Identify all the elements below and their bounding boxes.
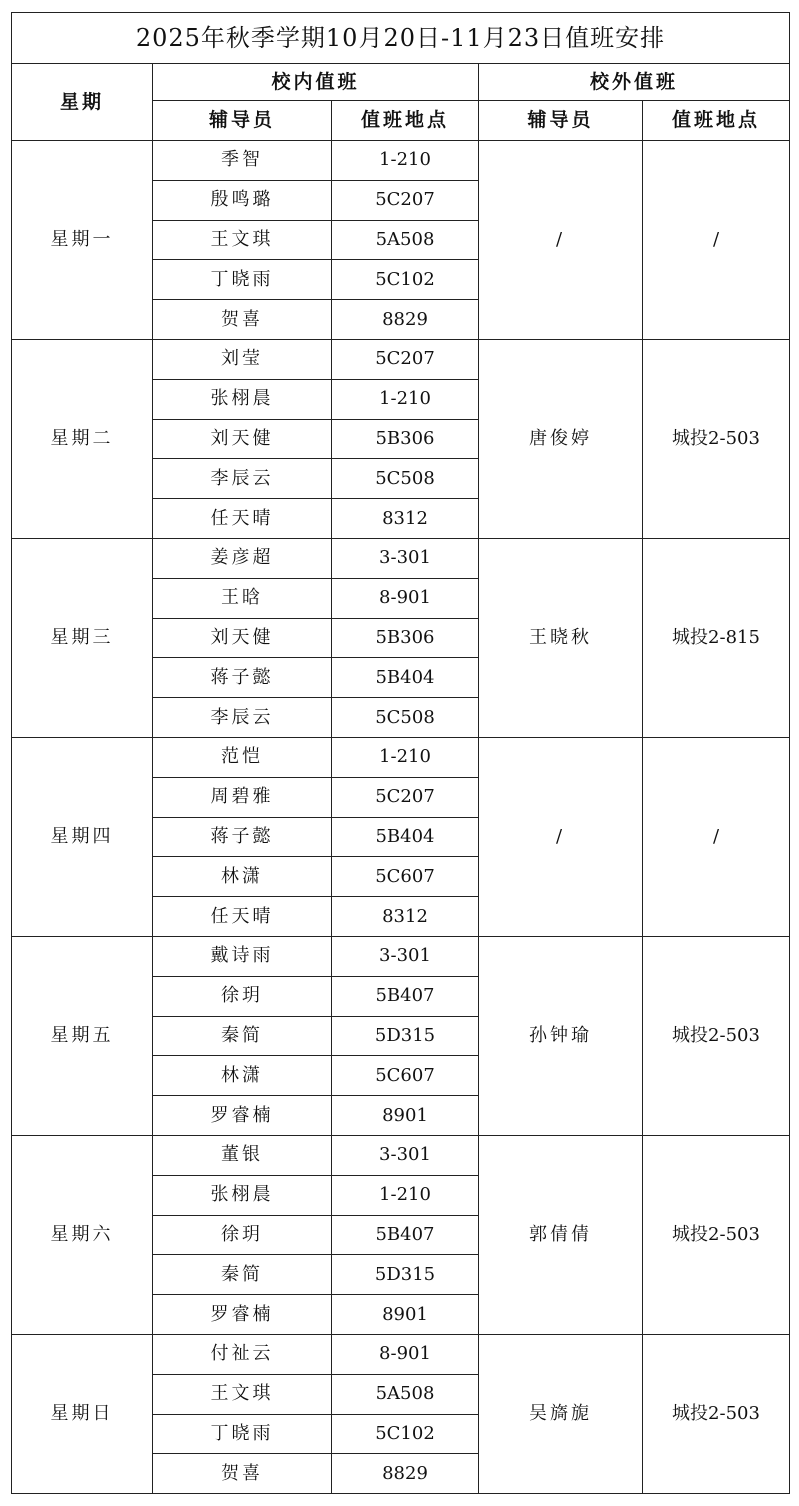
header-inner-location: 值班地点 bbox=[332, 101, 479, 141]
inner-counselor-name: 秦简 bbox=[153, 1255, 332, 1295]
inner-counselor-name: 林潇 bbox=[153, 1056, 332, 1096]
inner-counselor-name: 任天晴 bbox=[153, 897, 332, 937]
inner-counselor-name: 季智 bbox=[153, 141, 332, 181]
outer-duty-location: / bbox=[643, 141, 790, 340]
inner-duty-location: 5B404 bbox=[332, 818, 479, 858]
outer-duty-location: 城投2-503 bbox=[643, 340, 790, 539]
inner-duty-location: 1-210 bbox=[332, 380, 479, 420]
inner-duty-location: 8901 bbox=[332, 1295, 479, 1335]
outer-counselor-name: 王晓秋 bbox=[479, 539, 643, 738]
weekday-cell: 星期一 bbox=[11, 141, 153, 340]
header-inner-group: 校内值班 bbox=[153, 64, 479, 101]
inner-counselor-name: 董银 bbox=[153, 1136, 332, 1176]
inner-counselor-name: 罗睿楠 bbox=[153, 1096, 332, 1136]
inner-counselor-name: 徐玥 bbox=[153, 1216, 332, 1256]
inner-counselor-name: 蒋子懿 bbox=[153, 658, 332, 698]
weekday-cell: 星期四 bbox=[11, 738, 153, 937]
inner-counselor-name: 张栩晨 bbox=[153, 1176, 332, 1216]
outer-duty-location: 城投2-503 bbox=[643, 1136, 790, 1335]
inner-duty-location: 5C207 bbox=[332, 340, 479, 380]
inner-duty-location: 5C508 bbox=[332, 459, 479, 499]
weekday-cell: 星期二 bbox=[11, 340, 153, 539]
inner-duty-location: 5C607 bbox=[332, 857, 479, 897]
inner-counselor-name: 王晗 bbox=[153, 579, 332, 619]
inner-counselor-name: 丁晓雨 bbox=[153, 260, 332, 300]
header-outer-counselor: 辅导员 bbox=[479, 101, 643, 141]
inner-counselor-name: 徐玥 bbox=[153, 977, 332, 1017]
inner-duty-location: 5C102 bbox=[332, 260, 479, 300]
inner-duty-location: 3-301 bbox=[332, 937, 479, 977]
duty-schedule-table bbox=[11, 12, 790, 1496]
inner-counselor-name: 罗睿楠 bbox=[153, 1295, 332, 1335]
header-weekday: 星期 bbox=[11, 64, 153, 141]
inner-duty-location: 5C508 bbox=[332, 698, 479, 738]
inner-counselor-name: 李辰云 bbox=[153, 459, 332, 499]
inner-duty-location: 5B306 bbox=[332, 619, 479, 659]
inner-counselor-name: 戴诗雨 bbox=[153, 937, 332, 977]
outer-counselor-name: 孙钟瑜 bbox=[479, 937, 643, 1136]
inner-counselor-name: 付祉云 bbox=[153, 1335, 332, 1375]
outer-duty-location: 城投2-815 bbox=[643, 539, 790, 738]
inner-counselor-name: 秦简 bbox=[153, 1017, 332, 1057]
inner-duty-location: 5B306 bbox=[332, 420, 479, 460]
inner-duty-location: 8312 bbox=[332, 499, 479, 539]
outer-counselor-name: 吴旖旎 bbox=[479, 1335, 643, 1494]
inner-duty-location: 5A508 bbox=[332, 1375, 479, 1415]
inner-duty-location: 3-301 bbox=[332, 1136, 479, 1176]
outer-counselor-name: 郭倩倩 bbox=[479, 1136, 643, 1335]
inner-counselor-name: 李辰云 bbox=[153, 698, 332, 738]
inner-duty-location: 3-301 bbox=[332, 539, 479, 579]
outer-counselor-name: / bbox=[479, 738, 643, 937]
table-title: 2025年秋季学期10月20日-11月23日值班安排 bbox=[11, 12, 790, 64]
inner-duty-location: 8312 bbox=[332, 897, 479, 937]
inner-counselor-name: 贺喜 bbox=[153, 300, 332, 340]
inner-counselor-name: 蒋子懿 bbox=[153, 818, 332, 858]
inner-duty-location: 5B407 bbox=[332, 977, 479, 1017]
inner-duty-location: 5D315 bbox=[332, 1017, 479, 1057]
inner-counselor-name: 刘莹 bbox=[153, 340, 332, 380]
inner-duty-location: 5A508 bbox=[332, 221, 479, 261]
inner-counselor-name: 周碧雅 bbox=[153, 778, 332, 818]
inner-counselor-name: 殷鸣璐 bbox=[153, 181, 332, 221]
inner-duty-location: 8829 bbox=[332, 300, 479, 340]
inner-duty-location: 5B407 bbox=[332, 1216, 479, 1256]
outer-duty-location: 城投2-503 bbox=[643, 937, 790, 1136]
inner-counselor-name: 张栩晨 bbox=[153, 380, 332, 420]
weekday-cell: 星期三 bbox=[11, 539, 153, 738]
inner-duty-location: 8-901 bbox=[332, 1335, 479, 1375]
inner-counselor-name: 姜彦超 bbox=[153, 539, 332, 579]
outer-counselor-name: / bbox=[479, 141, 643, 340]
inner-counselor-name: 范恺 bbox=[153, 738, 332, 778]
inner-duty-location: 5C207 bbox=[332, 181, 479, 221]
outer-duty-location: 城投2-503 bbox=[643, 1335, 790, 1494]
inner-counselor-name: 任天晴 bbox=[153, 499, 332, 539]
outer-counselor-name: 唐俊婷 bbox=[479, 340, 643, 539]
inner-duty-location: 1-210 bbox=[332, 738, 479, 778]
inner-duty-location: 1-210 bbox=[332, 141, 479, 181]
inner-duty-location: 1-210 bbox=[332, 1176, 479, 1216]
weekday-cell: 星期六 bbox=[11, 1136, 153, 1335]
inner-counselor-name: 王文琪 bbox=[153, 1375, 332, 1415]
inner-counselor-name: 林潇 bbox=[153, 857, 332, 897]
inner-duty-location: 8829 bbox=[332, 1454, 479, 1494]
inner-duty-location: 5C607 bbox=[332, 1056, 479, 1096]
inner-counselor-name: 刘天健 bbox=[153, 420, 332, 460]
inner-counselor-name: 丁晓雨 bbox=[153, 1415, 332, 1455]
inner-duty-location: 5C207 bbox=[332, 778, 479, 818]
inner-counselor-name: 王文琪 bbox=[153, 221, 332, 261]
inner-duty-location: 5C102 bbox=[332, 1415, 479, 1455]
header-inner-counselor: 辅导员 bbox=[153, 101, 332, 141]
inner-duty-location: 8901 bbox=[332, 1096, 479, 1136]
inner-duty-location: 5B404 bbox=[332, 658, 479, 698]
header-outer-group: 校外值班 bbox=[479, 64, 790, 101]
outer-duty-location: / bbox=[643, 738, 790, 937]
weekday-cell: 星期日 bbox=[11, 1335, 153, 1494]
header-outer-location: 值班地点 bbox=[643, 101, 790, 141]
inner-counselor-name: 贺喜 bbox=[153, 1454, 332, 1494]
weekday-cell: 星期五 bbox=[11, 937, 153, 1136]
inner-duty-location: 5D315 bbox=[332, 1255, 479, 1295]
inner-duty-location: 8-901 bbox=[332, 579, 479, 619]
inner-counselor-name: 刘天健 bbox=[153, 619, 332, 659]
